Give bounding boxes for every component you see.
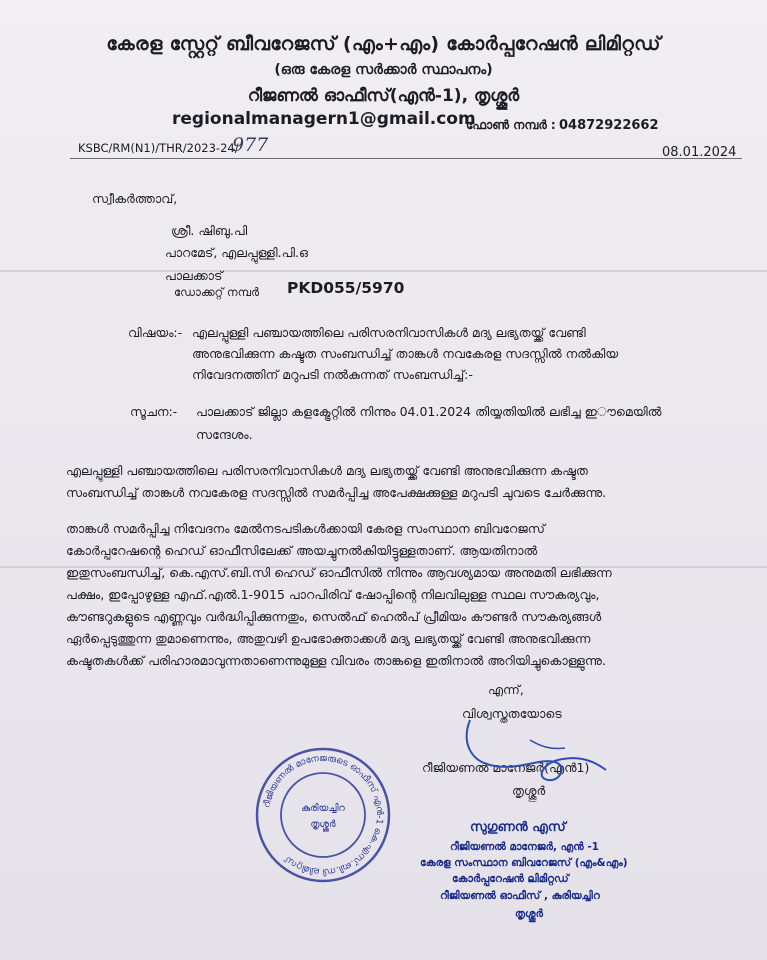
salutation: സ്വീകർത്താവ്, bbox=[92, 191, 178, 206]
seal-line: റീജിയണൽ മാനേജർ, എൻ -1 bbox=[450, 841, 599, 853]
subject-line: അനുഭവിക്കുന്ന കഷ്ടത സംബന്ധിച്ച് താങ്കൾ നവകേരള സദസ്സിൽ നൽകിയ bbox=[192, 346, 619, 361]
seal-line: കോർപ്പറേഷൻ ലിമിറ്റഡ് bbox=[452, 873, 569, 885]
seal-name: സുഗുണൻ എസ് bbox=[470, 820, 566, 835]
phone-label: ഫോൺ നമ്പർ : bbox=[466, 118, 556, 132]
seal-line: കേരള സംസ്ഥാന ബിവറേജസ് (എം&എം) bbox=[420, 857, 628, 869]
office-stamp bbox=[253, 745, 393, 885]
paragraph2-line: താങ്കൾ സമർപ്പിച്ച നിവേദനം മേൽനടപടികൾക്കായി കേരള സംസ്ഥാന ബിവറേജസ് bbox=[66, 521, 545, 536]
organization-subtitle: (ഒരു കേരള സർക്കാർ സ്ഥാപനം) bbox=[274, 62, 493, 78]
paragraph1-line: എലപ്പുള്ളി പഞ്ചായത്തിലെ പരിസരനിവാസികൾ മദ്യ ലഭ്യതയ്ക്ക് വേണ്ടി അനുഭവിക്കുന്ന കഷ്ടത bbox=[66, 463, 588, 478]
paragraph2-line: കൗണ്ടറുകളുടെ എണ്ണവും വർദ്ധിപ്പിക്കുന്നതും, സെൽഫ് ഹെൽപ് പ്രീമിയം കൗണ്ടർ സൗകര്യങ്ങൾ bbox=[66, 609, 602, 624]
stamp-outer-text: റീജിയണൽ മാനേജരുടെ ഓഫീസ് എൻ-1 കെ.എസ്.ബി.സി ലിമിറ്റഡ് bbox=[262, 753, 385, 877]
closing-phrase: വിശ്വസ്തതയോടെ bbox=[462, 706, 562, 721]
paper-fold-line bbox=[0, 270, 767, 272]
signatory-place: തൃശ്ശൂർ bbox=[512, 783, 546, 798]
reference-line: പാലക്കാട് ജില്ലാ കളക്ട്രേറ്റിൽ നിന്നും 04.01.2024 തിയ്യതിയിൽ ലഭിച്ച ഇൗമെയിൽ bbox=[196, 404, 662, 419]
recipient-line: പാറമേട്, എലപ്പുള്ളി.പി.ഒ bbox=[165, 245, 308, 260]
signatory-title: റീജിയണൽ മാനേജർ(എൻ1) bbox=[422, 760, 590, 775]
recipient-line: ശ്രീ. ഷിബു.പി bbox=[171, 223, 248, 238]
subject-line: എലപ്പുള്ളി പഞ്ചായത്തിലെ പരിസരനിവാസികൾ മദ്യ ലഭ്യതയ്ക്ക് വേണ്ടി bbox=[192, 325, 586, 340]
office-email: regionalmanagern1@gmail.com bbox=[172, 109, 476, 129]
docket-number: PKD055/5970 bbox=[287, 279, 405, 297]
subject-label: വിഷയം:- bbox=[128, 325, 183, 340]
subject-line: നിവേദനത്തിന് മറുപടി നൽകുന്നത് സംബന്ധിച്ച്:- bbox=[192, 367, 473, 382]
seal-line: തൃശ്ശൂർ bbox=[515, 908, 543, 920]
seal-line: റീജിയണൽ ഓഫീസ് , കുരിയച്ചിറ bbox=[440, 890, 600, 902]
paragraph2-line: പക്ഷം, ഇപ്പോഴുള്ള എഫ്.എൽ.1-9015 പാറപിരിവ് ഷോപ്പിന്റെ നിലവിലുള്ള സ്ഥല സൗകര്യവും, bbox=[66, 587, 600, 602]
handwritten-ref-number: 977 bbox=[232, 134, 269, 156]
recipient-line: പാലക്കാട് bbox=[165, 268, 223, 283]
paragraph2-line: ഇതുസംബന്ധിച്ച്, കെ.എസ്.ബി.സി ഹെഡ് ഓഫീസിൽ നിന്നും ആവശ്യമായ അനുമതി ലഭിക്കുന്ന bbox=[66, 565, 612, 580]
phone-number: 04872922662 bbox=[559, 118, 659, 133]
closing-word: എന്ന്, bbox=[488, 682, 524, 697]
paragraph1-line: സംബന്ധിച്ച് താങ്കൾ നവകേരള സദസ്സിൽ സമർപ്പിച്ച അപേക്ഷക്കുള്ള മറുപടി ചുവടെ ചേർക്കുന്നു. bbox=[66, 485, 607, 500]
organization-name: കേരള സ്റ്റേറ്റ് ബീവറേജസ് (എം+എം) കോർപ്പറേഷൻ ലിമിറ്റഡ് bbox=[106, 33, 661, 55]
reference-line: സന്ദേശം. bbox=[196, 427, 253, 442]
paragraph2-line: കോർപ്പറേഷന്റെ ഹെഡ് ഓഫീസിലേക്ക് അയച്ചുനൽകിയിട്ടുള്ളതാണ്. ആയതിനാൽ bbox=[66, 543, 538, 558]
paragraph2-line: കഷ്ടതകൾക്ക് പരിഹാരമാവുന്നതാണെന്നുമുള്ള വിവരം താങ്കളെ ഇതിനാൽ അറിയിച്ചുകൊള്ളുന്നു. bbox=[66, 653, 606, 668]
reference-number: KSBC/RM(N1)/THR/2023-24/ bbox=[78, 141, 239, 155]
docket-label: ഡോക്കറ്റ് നമ്പർ bbox=[174, 285, 260, 299]
header-rule bbox=[70, 158, 742, 159]
office-name: റീജണൽ ഓഫീസ്(എൻ-1), തൃശ്ശൂർ bbox=[247, 86, 520, 106]
paragraph2-line: ഏർപ്പെടുത്തുന്ന തുമാണെന്നും, അതുവഴി ഉപഭോക്താക്കൾ മദ്യ ലഭ്യതയ്ക്ക് വേണ്ടി അനുഭവിക്കുന്ന bbox=[66, 631, 591, 646]
reference-label: സൂചന:- bbox=[130, 404, 178, 419]
signature-scribble bbox=[440, 700, 630, 790]
stamp-center-line: കുരിയച്ചിറ bbox=[301, 803, 345, 814]
stamp-center-line: തൃശ്ശൂർ bbox=[310, 819, 336, 830]
letter-date: 08.01.2024 bbox=[662, 145, 737, 160]
